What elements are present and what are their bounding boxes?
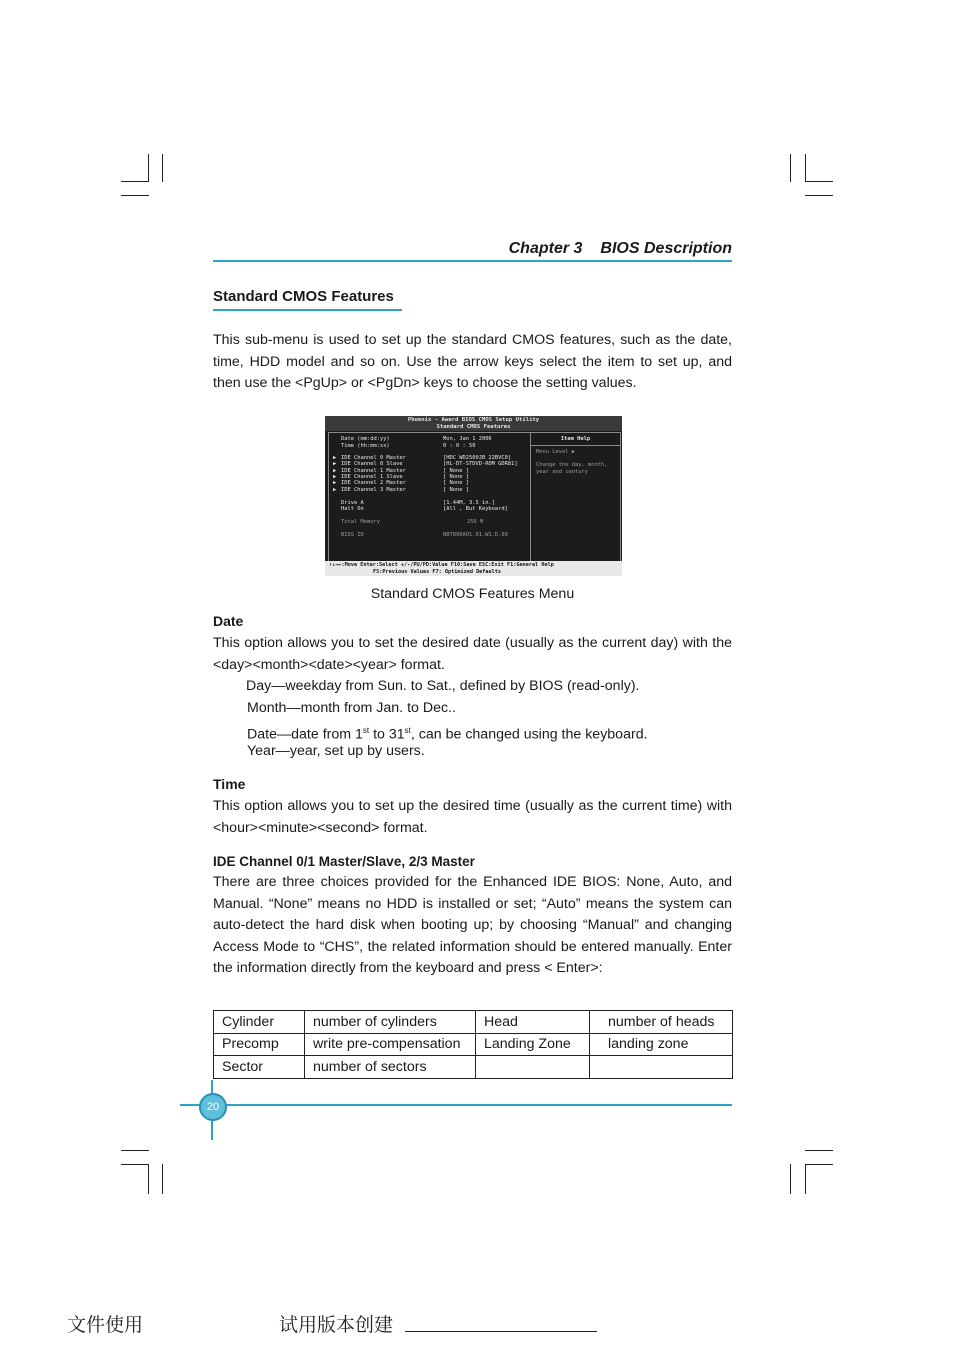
- bios-row-arrow-icon: ▶: [333, 467, 337, 474]
- chapter-header: [213, 240, 732, 258]
- bios-help-panel: [530, 432, 621, 562]
- bios-title-line1: Phoenix - Award BIOS CMOS Setup Utility: [407, 417, 540, 423]
- bios-row: [333, 461, 529, 467]
- table-cell: [476, 1056, 590, 1079]
- footer-watermark-right: 试用版本创建: [279, 1314, 394, 1336]
- table-cell: Cylinder: [214, 1011, 305, 1034]
- bios-row: [333, 487, 529, 493]
- bios-row: [333, 480, 529, 486]
- bios-title-bar: [325, 416, 622, 431]
- bios-row: [333, 468, 529, 474]
- bios-row-value: Mon, Jan 1 2006: [443, 436, 492, 442]
- bios-row: [333, 532, 529, 538]
- chapter-section: BIOS Description: [600, 240, 732, 257]
- footer-watermark-left: 文件使用: [67, 1314, 144, 1336]
- bios-help-text: Change the day, month,: [536, 462, 608, 468]
- crop-mark: [121, 1150, 149, 1151]
- bios-help-text: year and century: [536, 468, 588, 475]
- table-cell: number of heads: [590, 1011, 733, 1034]
- bios-row-arrow-icon: ▶: [333, 473, 337, 480]
- crop-mark: [121, 181, 149, 182]
- section-title-underline: [213, 309, 402, 311]
- bios-row-label: Date (mm:dd:yy): [341, 436, 390, 442]
- crop-mark: [121, 195, 149, 196]
- date-date-text: Date—date from 1: [247, 726, 363, 743]
- bios-row-label: Total Memory: [341, 519, 380, 525]
- crop-mark: [148, 1164, 149, 1194]
- date-day-item: Day—weekday from Sun. to Sat., defined by BIOS (read-only).: [246, 678, 640, 694]
- table-row: [214, 1033, 733, 1056]
- ide-paragraph: There are three choices provided for the Enhanced IDE BIOS: None, Auto, and Manual. “None” means no HDD is installed or set; “Auto” means the system can auto-detect the hard disk when booting up; by choosing “Manual” and changing Access Mode to “CHS”, the related information should be entered manually. Enter the information directly from the keyboard and press < Enter>:: [213, 874, 732, 977]
- footer-underline: [405, 1331, 597, 1332]
- bios-row-value: [HDC WD2500JB 22BVC0]: [443, 455, 512, 461]
- bios-row: [333, 500, 529, 506]
- bios-help-title: Item Help: [531, 433, 620, 446]
- bios-row: [333, 436, 529, 442]
- table-cell: number of cylinders: [305, 1011, 476, 1034]
- bios-help-level: Menu Level ▶: [536, 449, 575, 455]
- time-heading: Time: [213, 776, 246, 792]
- bios-row-label: Halt On: [341, 506, 364, 513]
- table-cell: Head: [476, 1011, 590, 1034]
- bios-row-label: Drive A: [341, 500, 364, 506]
- crop-mark: [790, 1164, 791, 1194]
- table-cell: write pre-compensation: [305, 1033, 476, 1056]
- bios-row-label: IDE Channel 2 Master: [341, 480, 406, 487]
- bios-row: [333, 443, 529, 449]
- table-cell: Precomp: [214, 1033, 305, 1056]
- bios-title-line2: Standard CMOS Features: [436, 423, 511, 430]
- table-cell: Landing Zone: [476, 1033, 590, 1056]
- bios-row-value: [ None ]: [443, 486, 469, 493]
- ide-parameter-table: [213, 1010, 733, 1079]
- crop-mark: [805, 154, 806, 182]
- bios-row-label: IDE Channel 0 Slave: [341, 461, 403, 468]
- crop-mark: [805, 181, 833, 182]
- bios-row-value: 256 M: [467, 519, 484, 525]
- bios-row-label: IDE Channel 3 Master: [341, 486, 406, 493]
- date-date-text: , can be changed using the keyboard.: [410, 726, 648, 743]
- bios-row-value: [1.44M, 3.5 in.]: [443, 500, 495, 506]
- date-date-sup: st: [362, 726, 370, 735]
- bios-row-value: NBT890A01.01.W1.D.00: [443, 532, 508, 538]
- bios-row: [333, 455, 529, 461]
- bios-row: [333, 474, 529, 480]
- date-month-item: Month—month from Jan. to Dec..: [247, 700, 456, 716]
- crop-mark: [805, 1164, 833, 1165]
- bios-row-label: Time (hh:mm:ss): [341, 442, 390, 449]
- figure-caption: Standard CMOS Features Menu: [370, 586, 575, 602]
- bios-row-label: BIOS ID: [341, 532, 364, 538]
- bios-row-arrow-icon: ▶: [333, 480, 337, 487]
- bios-row-label: IDE Channel 0 Master: [341, 455, 406, 461]
- bios-row-value: [ None ]: [443, 467, 469, 474]
- table-cell: landing zone: [590, 1033, 733, 1056]
- bios-row-arrow-icon: ▶: [333, 486, 337, 493]
- bios-row-label: IDE Channel 1 Master: [341, 467, 406, 474]
- crop-mark: [805, 1164, 806, 1194]
- bios-row-arrow-icon: ▶: [333, 455, 337, 461]
- bios-row-value: [All , But Keyboard]: [443, 506, 508, 513]
- crop-mark: [162, 154, 163, 182]
- bios-row: [333, 506, 529, 512]
- bios-row-arrow-icon: ▶: [333, 461, 337, 468]
- crop-mark: [121, 1164, 149, 1165]
- footer-rule: [180, 1104, 732, 1106]
- table-cell: [590, 1056, 733, 1079]
- date-year-item: Year—year, set up by users.: [247, 743, 425, 759]
- bios-row-value: [ None ]: [443, 473, 469, 480]
- bios-row: [333, 519, 529, 525]
- bios-key-legend-line1: ↑↓→←:Move Enter:Select +/-/PU/PD:Value F10:Save ESC:Exit F1:General Help: [329, 562, 554, 568]
- intro-paragraph: This sub-menu is used to set up the standard CMOS features, such as the date, time, HDD model and so on. Use the arrow keys select the item to set up, and then use the <PgUp> or <PgDn> keys to choose the setting values.: [213, 332, 732, 392]
- date-date-sup: st: [404, 726, 411, 735]
- date-paragraph: This option allows you to set the desired date (usually as the current day) with the <day><month><date><year> format.: [213, 635, 732, 673]
- crop-mark: [790, 154, 791, 182]
- table-cell: Sector: [214, 1056, 305, 1079]
- section-title: Standard CMOS Features: [213, 288, 394, 305]
- crop-mark: [805, 1150, 833, 1151]
- crop-mark: [148, 154, 149, 182]
- table-row: [214, 1011, 733, 1034]
- header-rule: [213, 260, 732, 262]
- ide-heading: IDE Channel 0/1 Master/Slave, 2/3 Master: [213, 854, 475, 869]
- bios-row-label: IDE Channel 1 Slave: [341, 473, 403, 480]
- table-row: [214, 1056, 733, 1079]
- date-date-text: to 31: [369, 726, 405, 743]
- page-number: 20: [199, 1093, 227, 1121]
- date-heading: Date: [213, 613, 244, 629]
- bios-row-value: [HL-DT-STDVD-ROM GDR81]: [443, 461, 518, 468]
- bios-row-value: 0 : 0 : 50: [443, 442, 476, 449]
- bios-key-legend-line2: F5:Previous Values F7: Optimized Defaults: [373, 569, 502, 575]
- bios-row-value: [ None ]: [443, 480, 469, 487]
- crop-mark: [162, 1164, 163, 1194]
- bios-key-legend: [325, 561, 622, 576]
- table-cell: number of sectors: [305, 1056, 476, 1079]
- time-paragraph: This option allows you to set up the desired time (usually as the current time) with <hour><minute><second> format.: [213, 798, 732, 836]
- crop-mark: [805, 195, 833, 196]
- bios-screenshot: [325, 416, 622, 576]
- chapter-label: Chapter 3: [508, 240, 583, 257]
- bios-main-panel: [328, 432, 531, 562]
